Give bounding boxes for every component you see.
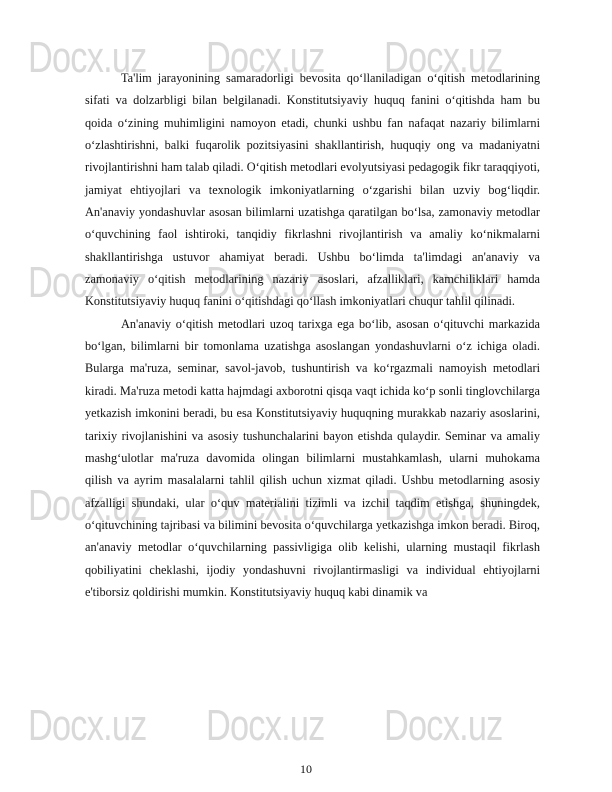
- watermark: Docx.uz: [206, 33, 325, 82]
- page-number: 10: [300, 762, 312, 776]
- watermark: Docx.uz: [28, 481, 147, 530]
- page-body: [85, 67, 540, 603]
- paragraph-intro: Ta'lim jarayonining samaradorligi bevosita qo‘llaniladigan o‘qitish metodlarining sifati va dolzarbligi bilan belgilanadi. Konstitutsiyaviy huquq fanini o‘qitishda ham bu qoida o‘zining muhimligini namoyon etadi, chunki ushbu fan nafaqat nazariy bilimlarni o‘zlashtirishni, balki fuqarolik pozitsiyasini shakllantirish, huquqiy ong va madaniyatni rivojlantirishni ham talab qiladi. O‘qitish metodlari evolyutsiyasi pedagogik fikr taraqqiyoti, jamiyat ehtiyojlari va texnologik imkoniyatlarning o‘zgarishi bilan uzviy bog‘liqdir. An'anaviy yondashuvlar asosan bilimlarni uzatishga qaratilgan bo‘lsa, zamonaviy metodlar o‘quvchining faol ishtiroki, tanqidiy fikrlashni rivojlantirish va amaliy ko‘nikmalarni shakllantirishga ustuvor ahamiyat beradi. Ushbu bo‘limda ta'limdagi an'anaviy va zamonaviy o‘qitish metodlarining nazariy asoslari, afzalliklari, kamchiliklari hamda Konstitutsiyaviy huquq fanini o‘qitishdagi qo‘llash imkoniyatlari chuqur tahlil qilinadi.: [85, 71, 540, 309]
- watermark: Docx.uz: [28, 701, 147, 750]
- watermark: Docx.uz: [28, 33, 147, 82]
- watermark: Docx.uz: [384, 701, 503, 750]
- paragraph-traditional-methods: An'anaviy o‘qitish metodlari uzoq tarixga ega bo‘lib, asosan o‘qituvchi markazida bo‘lgan, bilimlarni bir tomonlama uzatishga asoslangan yondashuvlarni o‘z ichiga oladi. Bularga ma'ruza, seminar, savol-javob, tushuntirish va ko‘rgazmali namoyish metodlari kiradi. Ma'ruza metodi katta hajmdagi axborotni qisqa vaqt ichida ko‘p sonli tinglovchilarga yetkazish imkonini beradi, bu esa Konstitutsiyaviy huquqning murakkab nazariy asoslarini, tarixiy rivojlanishini va asosiy tushunchalarini bayon etishda qulaydir. Seminar va amaliy mashg‘ulotlar ma'ruza davomida olingan bilimlarni mustahkamlash, ularni muhokama qilish va ayrim masalalarni tahlil qilish uchun xizmat qiladi. Ushbu metodlarning asosiy afzalligi shundaki, ular o‘quv materialini tizimli va izchil taqdim etishga, shuningdek, o‘qituvchining tajribasi va bilimini bevosita o‘quvchilarga yetkazishga imkon beradi. Biroq, an'anaviy metodlar o‘quvchilarning passivligiga olib kelishi, ularning mustaqil fikrlash qobiliyatini cheklashi, ijodiy yondashuvni rivojlantirmasligi va individual ehtiyojlarni e'tiborsiz qoldirishi mumkin. Konstitutsiyaviy huquq kabi dinamik va: [85, 316, 540, 599]
- watermark: Docx.uz: [384, 481, 503, 530]
- watermark: Docx.uz: [206, 258, 325, 307]
- watermark: Docx.uz: [384, 258, 503, 307]
- watermark: Docx.uz: [206, 701, 325, 750]
- watermark: Docx.uz: [206, 481, 325, 530]
- watermark: Docx.uz: [28, 258, 147, 307]
- watermark: Docx.uz: [384, 33, 503, 82]
